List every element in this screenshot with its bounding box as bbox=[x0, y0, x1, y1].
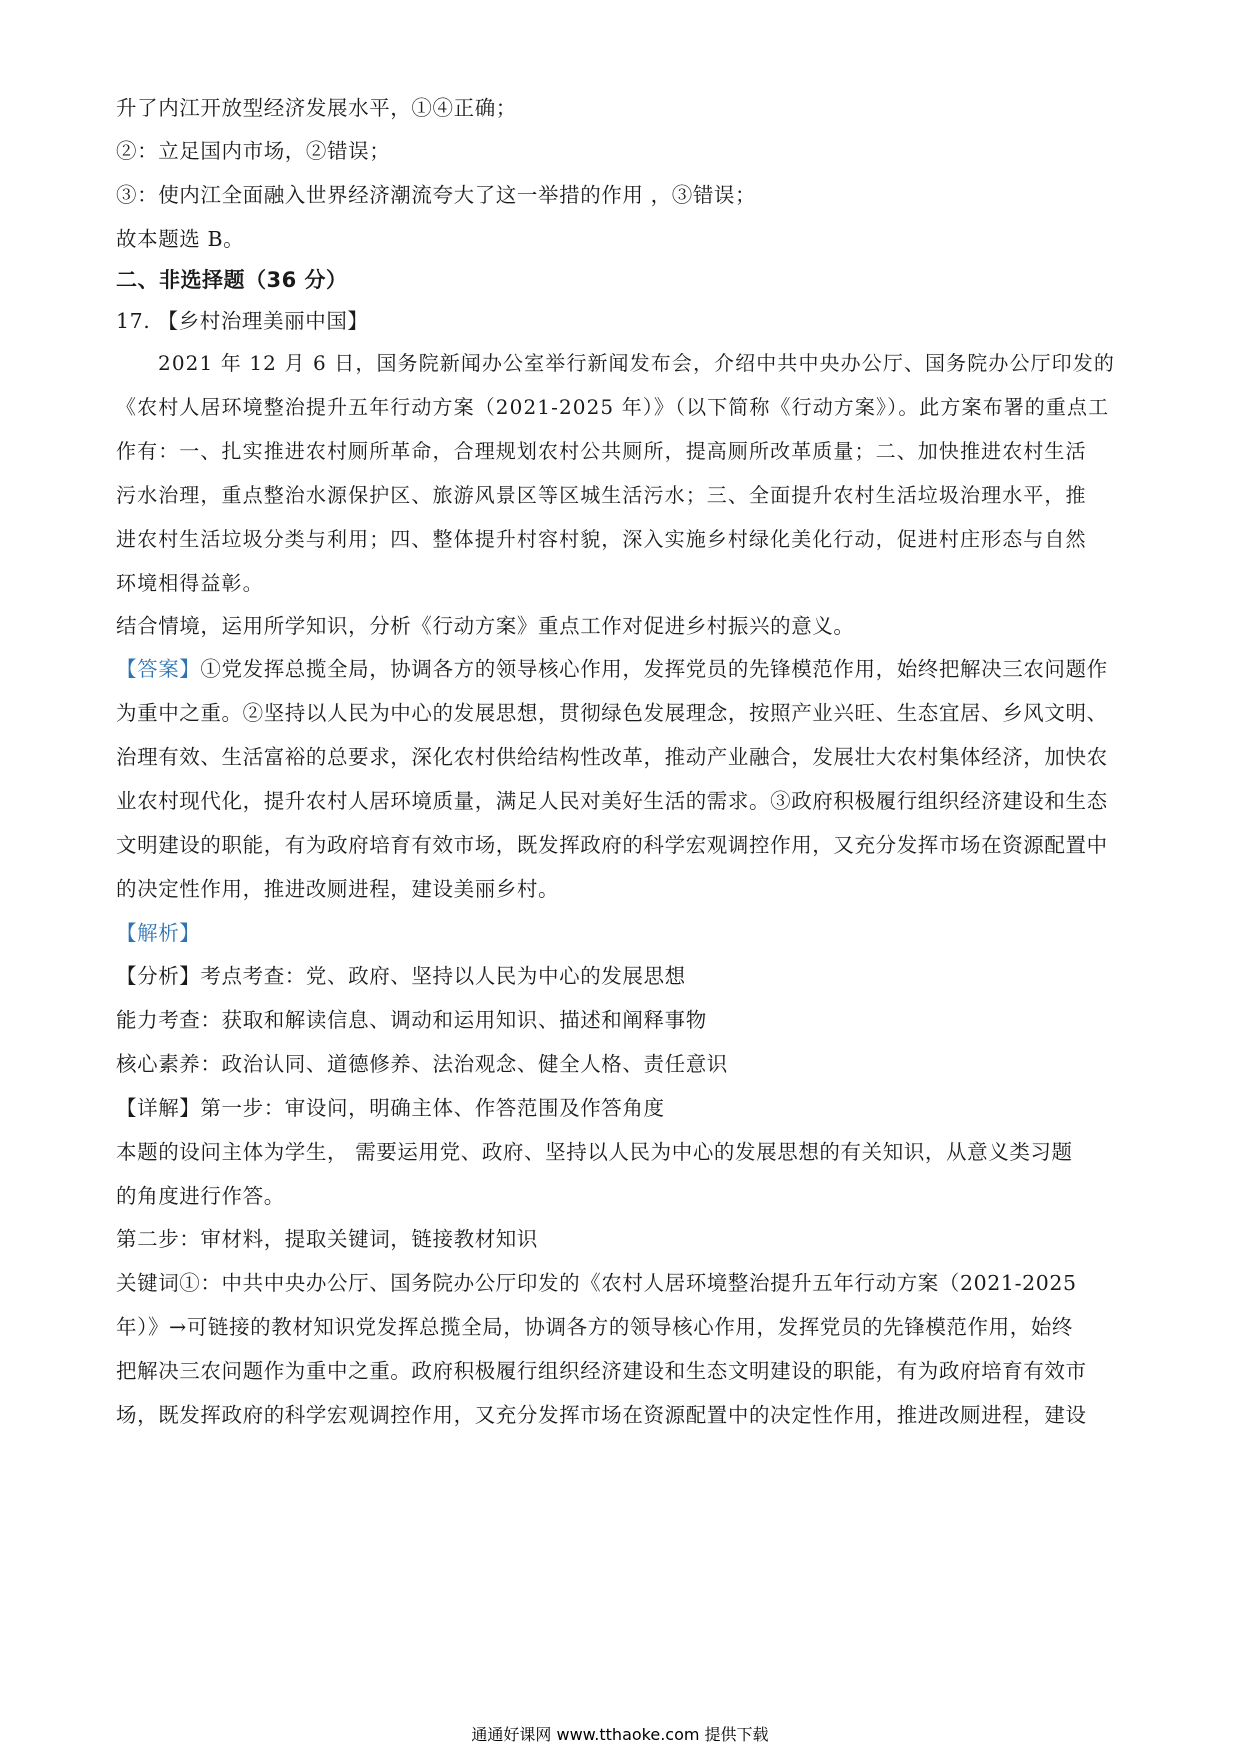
detail-line: 的角度进行作答。 bbox=[116, 1184, 285, 1208]
page-footer: 通通好课网 www.tthaoke.com 提供下载 bbox=[471, 1725, 769, 1744]
text-line: ②：立足国内市场，②错误； bbox=[116, 139, 391, 163]
text-line: 升了内江开放型经济发展水平，①④正确； bbox=[116, 96, 517, 120]
answer-line: 为重中之重。②坚持以人民为中心的发展思想，贯彻绿色发展理念，按照产业兴旺、生态宜居、乡风文明、 bbox=[116, 701, 1108, 725]
analysis-tag: 【解析】 bbox=[116, 921, 201, 945]
answer-text: ①党发挥总揽全局，协调各方的领导核心作用，发挥党员的先锋模范作用，始终把解决三农问题作 bbox=[200, 657, 1108, 681]
text-line: ③：使内江全面融入世界经济潮流夸大了这一举措的作用 ，③错误； bbox=[116, 183, 757, 207]
material-line: 作有：一、扎实推进农村厕所革命，合理规划农村公共厕所，提高厕所改革质量；二、加快推进农村生活 bbox=[116, 439, 1087, 463]
detail-line: 【详解】第一步：审设问，明确主体、作答范围及作答角度 bbox=[116, 1096, 665, 1120]
answer-line: 的决定性作用，推进改厕进程，建设美丽乡村。 bbox=[116, 877, 560, 901]
answer-line bbox=[116, 654, 1136, 684]
detail-line: 本题的设问主体为学生， 需要运用党、政府、坚持以人民为中心的发展思想的有关知识，从意义类习题 bbox=[116, 1140, 1073, 1164]
material-line: 2021 年 12 月 6 日，国务院新闻办公室举行新闻发布会，介绍中共中央办公厅、国务院办公厅印发的 bbox=[158, 351, 1115, 375]
detail-line: 年）》→可链接的教材知识党发挥总揽全局，协调各方的领导核心作用，发挥党员的先锋模范作用，始终 bbox=[116, 1315, 1074, 1339]
analysis-line: 【分析】考点考查：党、政府、坚持以人民为中心的发展思想 bbox=[116, 964, 686, 988]
answer-line: 文明建设的职能，有为政府培育有效市场，既发挥政府的科学宏观调控作用，又充分发挥市场在资源配置中 bbox=[116, 833, 1108, 857]
analysis-line: 能力考查：获取和解读信息、调动和运用知识、描述和阐释事物 bbox=[116, 1008, 707, 1032]
detail-line: 第二步：审材料，提取关键词，链接教材知识 bbox=[116, 1227, 538, 1251]
detail-line: 关键词①：中共中央办公厅、国务院办公厅印发的《农村人居环境整治提升五年行动方案（2021-2025 bbox=[116, 1271, 1077, 1295]
text-line: 故本题选 B。 bbox=[116, 227, 245, 251]
detail-line: 场，既发挥政府的科学宏观调控作用，又充分发挥市场在资源配置中的决定性作用，推进改厕进程，建设 bbox=[116, 1403, 1087, 1427]
answer-tag: 【答案】 bbox=[116, 657, 201, 681]
section-heading: 二、非选择题（36 分） bbox=[116, 268, 348, 292]
material-line: 《农村人居环境整治提升五年行动方案（2021-2025 年）》（以下简称《行动方案》）。此方案布署的重点工 bbox=[116, 395, 1110, 419]
detail-line: 把解决三农问题作为重中之重。政府积极履行组织经济建设和生态文明建设的职能，有为政府培育有效市 bbox=[116, 1359, 1087, 1383]
answer-line: 业农村现代化，提升农村人居环境质量，满足人民对美好生活的需求。③政府积极履行组织经济建设和生态 bbox=[116, 789, 1108, 813]
material-line: 污水治理，重点整治水源保护区、旅游风景区等区城生活污水；三、全面提升农村生活垃圾治理水平，推 bbox=[116, 483, 1087, 507]
analysis-line: 核心素养：政治认同、道德修养、法治观念、健全人格、责任意识 bbox=[116, 1052, 728, 1076]
question-title: 17. 【乡村治理美丽中国】 bbox=[116, 309, 369, 333]
material-line: 环境相得益彰。 bbox=[116, 571, 264, 595]
answer-line: 治理有效、生活富裕的总要求，深化农村供给结构性改革，推动产业融合，发展壮大农村集体经济，加快农 bbox=[116, 745, 1108, 769]
material-line: 进农村生活垃圾分类与利用；四、整体提升村容村貌，深入实施乡村绿化美化行动，促进村庄形态与自然 bbox=[116, 527, 1087, 551]
question-prompt: 结合情境，运用所学知识，分析《行动方案》重点工作对促进乡村振兴的意义。 bbox=[116, 614, 855, 638]
